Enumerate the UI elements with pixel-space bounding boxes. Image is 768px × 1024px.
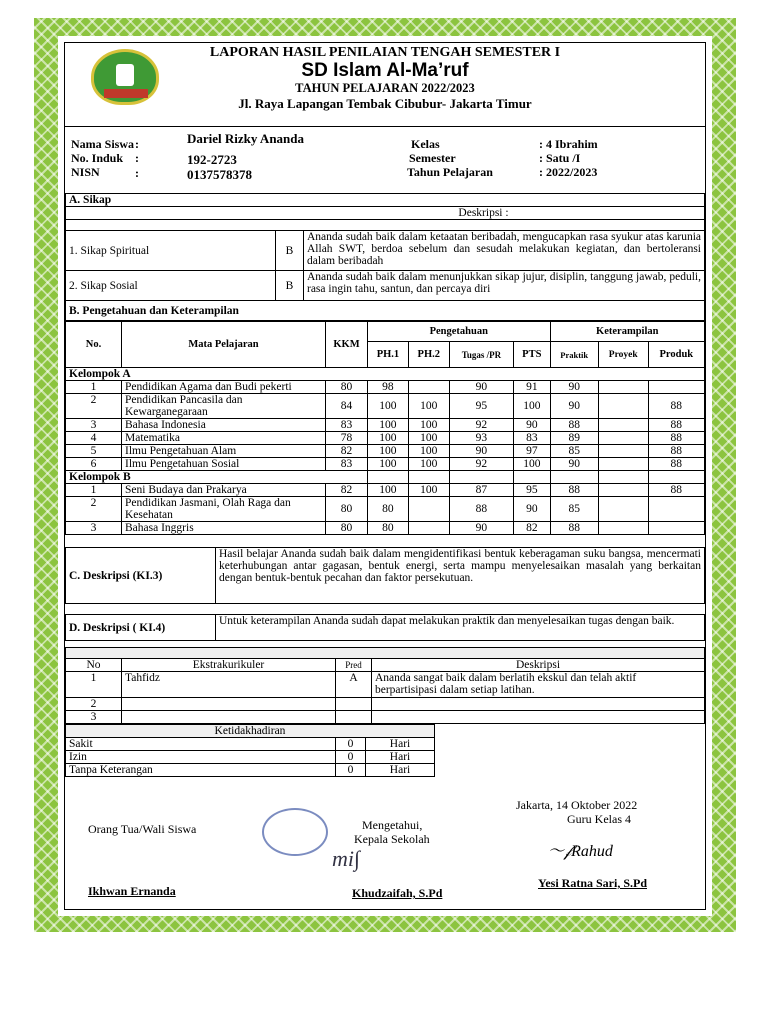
- ki3-text: Hasil belajar Ananda sudah baik dalam mengidentifikasi bentuk keberagaman suku bangsa, mencermati keterhubungan antar gagasan, bentuk energi, serta mampu menyelesaikan masalah yang berkaitan dengan bentuk-bentuk pecahan dan faktor persekutuan.: [216, 548, 705, 604]
- sikap-label: 2. Sikap Sosial: [66, 271, 276, 301]
- pts: 100: [514, 394, 550, 419]
- student-nisn: 0137578378: [187, 167, 252, 182]
- ph2: [408, 381, 449, 394]
- ekstra-no: 1: [66, 672, 122, 698]
- ekstra-no: 2: [66, 698, 122, 711]
- ph1: 100: [368, 458, 409, 471]
- ekstra-pred: [336, 698, 372, 711]
- produk: [648, 497, 704, 522]
- row-no: 1: [66, 484, 122, 497]
- head-name: Khudzaifah, S.Pd: [352, 886, 443, 900]
- nisn-label: NISN: [71, 165, 100, 179]
- colon: :: [135, 166, 139, 180]
- pts: 97: [514, 445, 550, 458]
- table-row: [66, 522, 705, 535]
- report-header: [65, 43, 705, 127]
- tugas: 92: [449, 458, 513, 471]
- absence-label: Sakit: [66, 738, 336, 751]
- student-name: Dariel Rizky Ananda: [187, 131, 305, 146]
- proyek: [598, 381, 648, 394]
- group-a-label: Kelompok A: [66, 368, 705, 381]
- absence-table: [65, 724, 435, 777]
- praktik: 88: [550, 522, 598, 535]
- subject: Ilmu Pengetahuan Alam: [122, 445, 326, 458]
- empty-cell: [408, 471, 449, 484]
- nilai-title: B. Pengetahuan dan Keterampilan: [66, 301, 705, 321]
- ekstra-name: Tahfidz: [122, 672, 336, 698]
- known-label: Mengetahui,: [362, 818, 423, 832]
- col-keterampilan: Keterampilan: [550, 322, 704, 342]
- ekstra-no: 3: [66, 711, 122, 724]
- praktik: 85: [550, 497, 598, 522]
- col-mapel: Mata Pelajaran: [122, 322, 326, 368]
- induk-label: No. Induk: [71, 151, 124, 165]
- praktik: 88: [550, 484, 598, 497]
- empty-cell: [449, 471, 513, 484]
- ki4-text: Untuk keterampilan Ananda sudah dapat melakukan praktik dan menyelesaikan tugas dengan baik.: [216, 615, 705, 641]
- ekstra-col-name: Ekstrakurikuler: [122, 659, 336, 672]
- subject: Matematika: [122, 432, 326, 445]
- ph2: 100: [408, 432, 449, 445]
- kkm: 80: [326, 381, 368, 394]
- absence-count: 0: [336, 751, 366, 764]
- absence-label: Tanpa Keterangan: [66, 764, 336, 777]
- student-induk: 192-2723: [187, 152, 237, 167]
- row-no: 3: [66, 522, 122, 535]
- semester-label: Semester: [409, 151, 456, 165]
- table-row: [66, 381, 705, 394]
- ki4-label: D. Deskripsi ( KI.4): [66, 615, 216, 641]
- ekstra-pred: [336, 711, 372, 724]
- tugas: 93: [449, 432, 513, 445]
- subject: Pendidikan Agama dan Budi pekerti: [122, 381, 326, 394]
- proyek: [598, 497, 648, 522]
- absence-unit: Hari: [366, 764, 435, 777]
- proyek: [598, 419, 648, 432]
- praktik: 90: [550, 458, 598, 471]
- ph1: 80: [368, 497, 409, 522]
- school-logo-icon: [91, 49, 159, 105]
- head-signature-icon: mi∫: [332, 846, 361, 871]
- produk: 88: [648, 458, 704, 471]
- subject: Bahasa Indonesia: [122, 419, 326, 432]
- produk: [648, 381, 704, 394]
- proyek: [598, 432, 648, 445]
- pts: 91: [514, 381, 550, 394]
- produk: 88: [648, 445, 704, 458]
- table-row: [66, 484, 705, 497]
- kelas-value: : 4 Ibrahim: [539, 137, 598, 151]
- kkm: 83: [326, 458, 368, 471]
- subject: Ilmu Pengetahuan Sosial: [122, 458, 326, 471]
- ekstra-desc: [372, 698, 705, 711]
- ki4-table: [65, 614, 705, 641]
- ki3-label: C. Deskripsi (KI.3): [66, 548, 216, 604]
- row-no: 2: [66, 497, 122, 522]
- table-row: [66, 445, 705, 458]
- colon: :: [135, 137, 139, 151]
- praktik: 88: [550, 419, 598, 432]
- tugas: 90: [449, 445, 513, 458]
- col-ph1: PH.1: [368, 342, 409, 368]
- ph2: 100: [408, 394, 449, 419]
- place-date: Jakarta, 14 Oktober 2022: [516, 798, 638, 812]
- praktik: 85: [550, 445, 598, 458]
- report-card: [64, 42, 706, 910]
- empty-cell: [368, 471, 409, 484]
- absence-unit: Hari: [366, 738, 435, 751]
- row-no: 5: [66, 445, 122, 458]
- colon: :: [135, 151, 139, 165]
- praktik: 90: [550, 381, 598, 394]
- parent-role: Orang Tua/Wali Siswa: [88, 822, 197, 836]
- col-praktik: Praktik: [550, 342, 598, 368]
- ph1: 98: [368, 381, 409, 394]
- head-role: Kepala Sekolah: [354, 832, 430, 846]
- col-proyek: Proyek: [598, 342, 648, 368]
- produk: 88: [648, 419, 704, 432]
- row-no: 6: [66, 458, 122, 471]
- teacher-role: Guru Kelas 4: [567, 812, 631, 826]
- col-no: No.: [66, 322, 122, 368]
- ph1: 100: [368, 394, 409, 419]
- ekstra-name: [122, 711, 336, 724]
- kkm: 84: [326, 394, 368, 419]
- kkm: 80: [326, 522, 368, 535]
- pts: 95: [514, 484, 550, 497]
- ekstra-desc: [372, 711, 705, 724]
- proyek: [598, 394, 648, 419]
- student-info: [65, 127, 705, 189]
- ph2: [408, 522, 449, 535]
- grades-table: [65, 321, 705, 535]
- table-row: [66, 432, 705, 445]
- blank-row: [66, 648, 705, 659]
- empty-cell: [550, 471, 598, 484]
- tugas: 90: [449, 522, 513, 535]
- absence-unit: Hari: [366, 751, 435, 764]
- teacher-signature-icon: 〜𝒻Rahud: [548, 843, 613, 860]
- kkm: 82: [326, 484, 368, 497]
- table-row: [66, 458, 705, 471]
- sikap-desc: Ananda sudah baik dalam menunjukkan sikap jujur, disiplin, tanggung jawab, peduli, rasa ingin tahu, santun, dan percaya diri: [304, 271, 705, 301]
- ekstra-pred: A: [336, 672, 372, 698]
- ki3-table: [65, 547, 705, 604]
- praktik: 90: [550, 394, 598, 419]
- ekstra-desc: Ananda sangat baik dalam berlatih ekskul dan telah aktif berpartisipasi dalam setiap latihan.: [372, 672, 705, 698]
- proyek: [598, 445, 648, 458]
- semester-value: : Satu /I: [539, 151, 581, 165]
- ekstra-col-no: No: [66, 659, 122, 672]
- sikap-grade: B: [276, 271, 304, 301]
- ekstra-name: [122, 698, 336, 711]
- row-no: 2: [66, 394, 122, 419]
- col-produk: Produk: [648, 342, 704, 368]
- ph1: 80: [368, 522, 409, 535]
- produk: 88: [648, 394, 704, 419]
- report-title: LAPORAN HASIL PENILAIAN TENGAH SEMESTER I: [209, 45, 561, 60]
- pts: 90: [514, 419, 550, 432]
- parent-name: Ikhwan Ernanda: [88, 884, 176, 898]
- ph1: 100: [368, 419, 409, 432]
- school-stamp-icon: [262, 808, 328, 856]
- school-address: Jl. Raya Lapangan Tembak Cibubur- Jakarta Timur: [238, 96, 532, 111]
- ekstra-table: [65, 647, 705, 724]
- produk: 88: [648, 484, 704, 497]
- tahun-label: Tahun Pelajaran: [407, 165, 493, 179]
- proyek: [598, 522, 648, 535]
- empty-cell: [598, 471, 648, 484]
- row-no: 1: [66, 381, 122, 394]
- proyek: [598, 458, 648, 471]
- praktik: 89: [550, 432, 598, 445]
- ph2: 100: [408, 419, 449, 432]
- col-pengetahuan: Pengetahuan: [368, 322, 551, 342]
- col-kkm: KKM: [326, 322, 368, 368]
- ekstra-col-desc: Deskripsi: [372, 659, 705, 672]
- ph1: 100: [368, 484, 409, 497]
- empty-cell: [514, 471, 550, 484]
- table-row: [66, 497, 705, 522]
- tugas: 87: [449, 484, 513, 497]
- pts: 90: [514, 497, 550, 522]
- desc-header: Deskripsi :: [66, 207, 705, 220]
- pts: 83: [514, 432, 550, 445]
- ph2: [408, 497, 449, 522]
- tugas: 88: [449, 497, 513, 522]
- pts: 82: [514, 522, 550, 535]
- kelas-label: Kelas: [411, 137, 440, 151]
- kkm: 83: [326, 419, 368, 432]
- sikap-label: 1. Sikap Spiritual: [66, 231, 276, 271]
- table-row: [66, 394, 705, 419]
- pts: 100: [514, 458, 550, 471]
- sikap-desc: Ananda sudah baik dalam ketaatan beribadah, mengucapkan rasa syukur atas karunia Allah SWT, berdoa sebelum dan sesudah melakukan kegiatan, dan bertoleransi dalam beribadah: [304, 231, 705, 271]
- sikap-grade: B: [276, 231, 304, 271]
- col-ph2: PH.2: [408, 342, 449, 368]
- col-tugas: Tugas /PR: [449, 342, 513, 368]
- ph2: 100: [408, 445, 449, 458]
- subject: Seni Budaya dan Prakarya: [122, 484, 326, 497]
- tahun-value: : 2022/2023: [539, 165, 598, 179]
- absence-count: 0: [336, 738, 366, 751]
- blank-row: [66, 220, 705, 231]
- group-b-label: Kelompok B: [66, 471, 368, 484]
- ph1: 100: [368, 445, 409, 458]
- ph2: 100: [408, 484, 449, 497]
- kkm: 80: [326, 497, 368, 522]
- absence-title: Ketidakhadiran: [66, 725, 435, 738]
- tugas: 90: [449, 381, 513, 394]
- row-no: 4: [66, 432, 122, 445]
- teacher-name: Yesi Ratna Sari, S.Pd: [538, 876, 648, 890]
- produk: 88: [648, 432, 704, 445]
- ekstra-col-pred: Pred: [336, 659, 372, 672]
- ph1: 100: [368, 432, 409, 445]
- tugas: 92: [449, 419, 513, 432]
- produk: [648, 522, 704, 535]
- kkm: 78: [326, 432, 368, 445]
- name-label: Nama Siswa: [71, 137, 135, 151]
- absence-count: 0: [336, 764, 366, 777]
- academic-year: TAHUN PELAJARAN 2022/2023: [295, 81, 475, 95]
- col-pts: PTS: [514, 342, 550, 368]
- kkm: 82: [326, 445, 368, 458]
- sikap-title: A. Sikap: [66, 194, 705, 207]
- subject: Pendidikan Pancasila dan Kewarganegaraan: [122, 394, 326, 419]
- absence-label: Izin: [66, 751, 336, 764]
- table-row: [66, 419, 705, 432]
- school-name: SD Islam Al-Ma’ruf: [301, 60, 469, 81]
- tugas: 95: [449, 394, 513, 419]
- proyek: [598, 484, 648, 497]
- row-no: 3: [66, 419, 122, 432]
- empty-cell: [648, 471, 704, 484]
- sikap-table: [65, 193, 705, 321]
- subject: Bahasa Inggris: [122, 522, 326, 535]
- subject: Pendidikan Jasmani, Olah Raga dan Kesehatan: [122, 497, 326, 522]
- ph2: 100: [408, 458, 449, 471]
